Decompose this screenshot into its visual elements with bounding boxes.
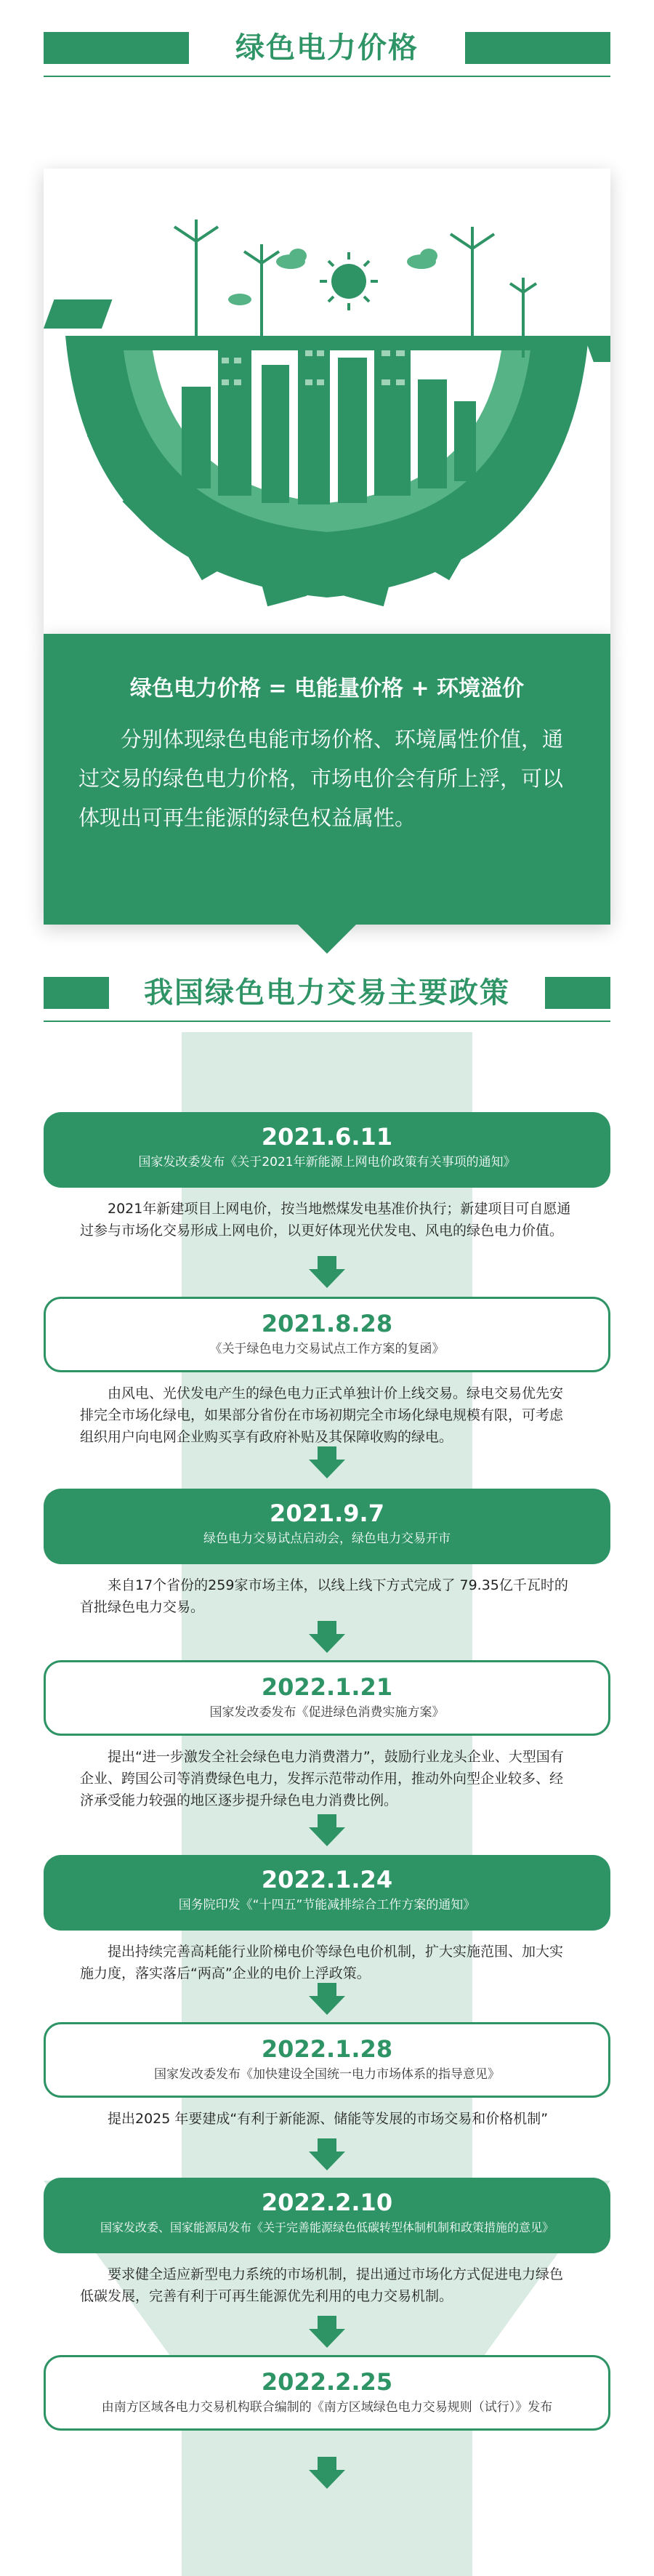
event-date: 2021.6.11 [261, 1123, 393, 1151]
down-arrow-icon [309, 1621, 345, 1653]
intro-card [44, 169, 610, 895]
down-arrow-icon [309, 1814, 345, 1846]
event-date: 2022.1.21 [261, 1673, 393, 1701]
event-subtitle: 国家发改委发布《促进绿色消费实施方案》 [209, 1705, 445, 1720]
event-date: 2022.2.25 [261, 2368, 393, 2396]
event-subtitle: 《关于绿色电力交易试点工作方案的复函》 [209, 1342, 445, 1356]
timeline-event [44, 2355, 610, 2431]
event-header [44, 2022, 610, 2098]
section2-header [44, 977, 610, 1015]
timeline-event [44, 2178, 610, 2307]
event-subtitle: 国家发改委发布《关于2021年新能源上网电价政策有关事项的通知》 [138, 1155, 516, 1170]
illustration-card [44, 169, 610, 634]
event-subtitle: 国务院印发《“十四五”节能减排综合工作方案的通知》 [178, 1898, 476, 1912]
event-description: 提出持续完善高耗能行业阶梯电价等绿色电价机制，扩大实施范围、加大实施力度，落实落后“两高”企业的电价上浮政策。 [80, 1944, 564, 1981]
section1-header [44, 32, 610, 70]
down-arrow-icon [309, 1446, 345, 1478]
event-date: 2022.1.28 [261, 2035, 393, 2063]
event-subtitle: 绿色电力交易试点启动会，绿色电力交易开市 [203, 1531, 451, 1546]
timeline-event [44, 1855, 610, 1984]
price-formula-box [44, 634, 610, 925]
event-subtitle: 由南方区域各电力交易机构联合编制的《南方区域绿色电力交易规则（试行）》发布 [101, 2400, 553, 2415]
timeline-event [44, 1660, 610, 1811]
timeline-event [44, 1489, 610, 1618]
event-subtitle: 国家发改委发布《加快建设全国统一电力市场体系的指导意见》 [154, 2067, 500, 2082]
event-date: 2022.1.24 [261, 1866, 393, 1893]
event-header [44, 2355, 610, 2431]
event-header [44, 1112, 610, 1188]
event-header [44, 1297, 610, 1372]
event-description: 提出2025 年要建成“有利于新能源、储能等发展的市场交易和价格机制” [108, 2111, 549, 2127]
down-arrow-icon [309, 2138, 345, 2170]
event-header [44, 1660, 610, 1736]
event-date: 2021.9.7 [270, 1500, 384, 1527]
down-arrow-icon [309, 2457, 345, 2489]
down-arrow-icon [309, 2316, 345, 2348]
event-subtitle: 国家发改委、国家能源局发布《关于完善能源绿色低碳转型体制机制和政策措施的意见》 [100, 2221, 554, 2234]
header-underline [44, 76, 610, 77]
event-header [44, 1489, 610, 1564]
event-header [44, 2178, 610, 2253]
green-city-gear-illustration [44, 169, 610, 634]
timeline-event [44, 1297, 610, 1448]
timeline-event [44, 2022, 610, 2130]
event-description: 来自17个省份的259家市场主体，以线上线下方式完成了 79.35亿千瓦时的首批绿色电力交易。 [80, 1577, 568, 1615]
event-description: 由风电、光伏发电产生的绿色电力正式单独计价上线交易。绿电交易优先安排完全市场化绿电，如果部分省份在市场初期完全市场化绿电规模有限，可考虑组织用户向电网企业购买享有政府补贴及其保障收购的绿电。 [80, 1385, 564, 1445]
down-arrow-icon [309, 1983, 345, 2015]
event-description: 2021年新建项目上网电价，按当地燃煤发电基准价执行；新建项目可自愿通过参与市场化交易形成上网电价，以更好体现光伏发电、风电的绿色电力价值。 [80, 1201, 571, 1239]
down-arrow-icon [309, 1256, 345, 1288]
box-down-pointer [298, 925, 356, 954]
price-formula: 绿色电力价格 = 电能量价格 + 环境溢价 [129, 676, 525, 701]
header-underline [44, 1021, 610, 1022]
timeline-event [44, 1112, 610, 1241]
section2-title: 我国绿色电力交易主要政策 [144, 976, 510, 1010]
section1-title: 绿色电力价格 [235, 31, 419, 65]
event-description: 提出“进一步激发全社会绿色电力消费潜力”，鼓励行业龙头企业、大型国有企业、跨国公司等消费绿色电力，发挥示范带动作用，推动外向型企业较多、经济承受能力较强的地区逐步提升绿色电力消费比例。 [80, 1749, 564, 1808]
event-description: 要求健全适应新型电力系统的市场机制，提出通过市场化方式促进电力绿色低碳发展，完善有利于可再生能源优先利用的电力交易机制。 [80, 2266, 564, 2304]
event-header [44, 1855, 610, 1931]
event-date: 2021.8.28 [261, 1310, 393, 1337]
event-date: 2022.2.10 [261, 2189, 393, 2216]
price-description: 分别体现绿色电能市场价格、环境属性价值，通过交易的绿色电力价格，市场电价会有所上浮，可以体现出可再生能源的绿色权益属性。 [78, 727, 564, 830]
